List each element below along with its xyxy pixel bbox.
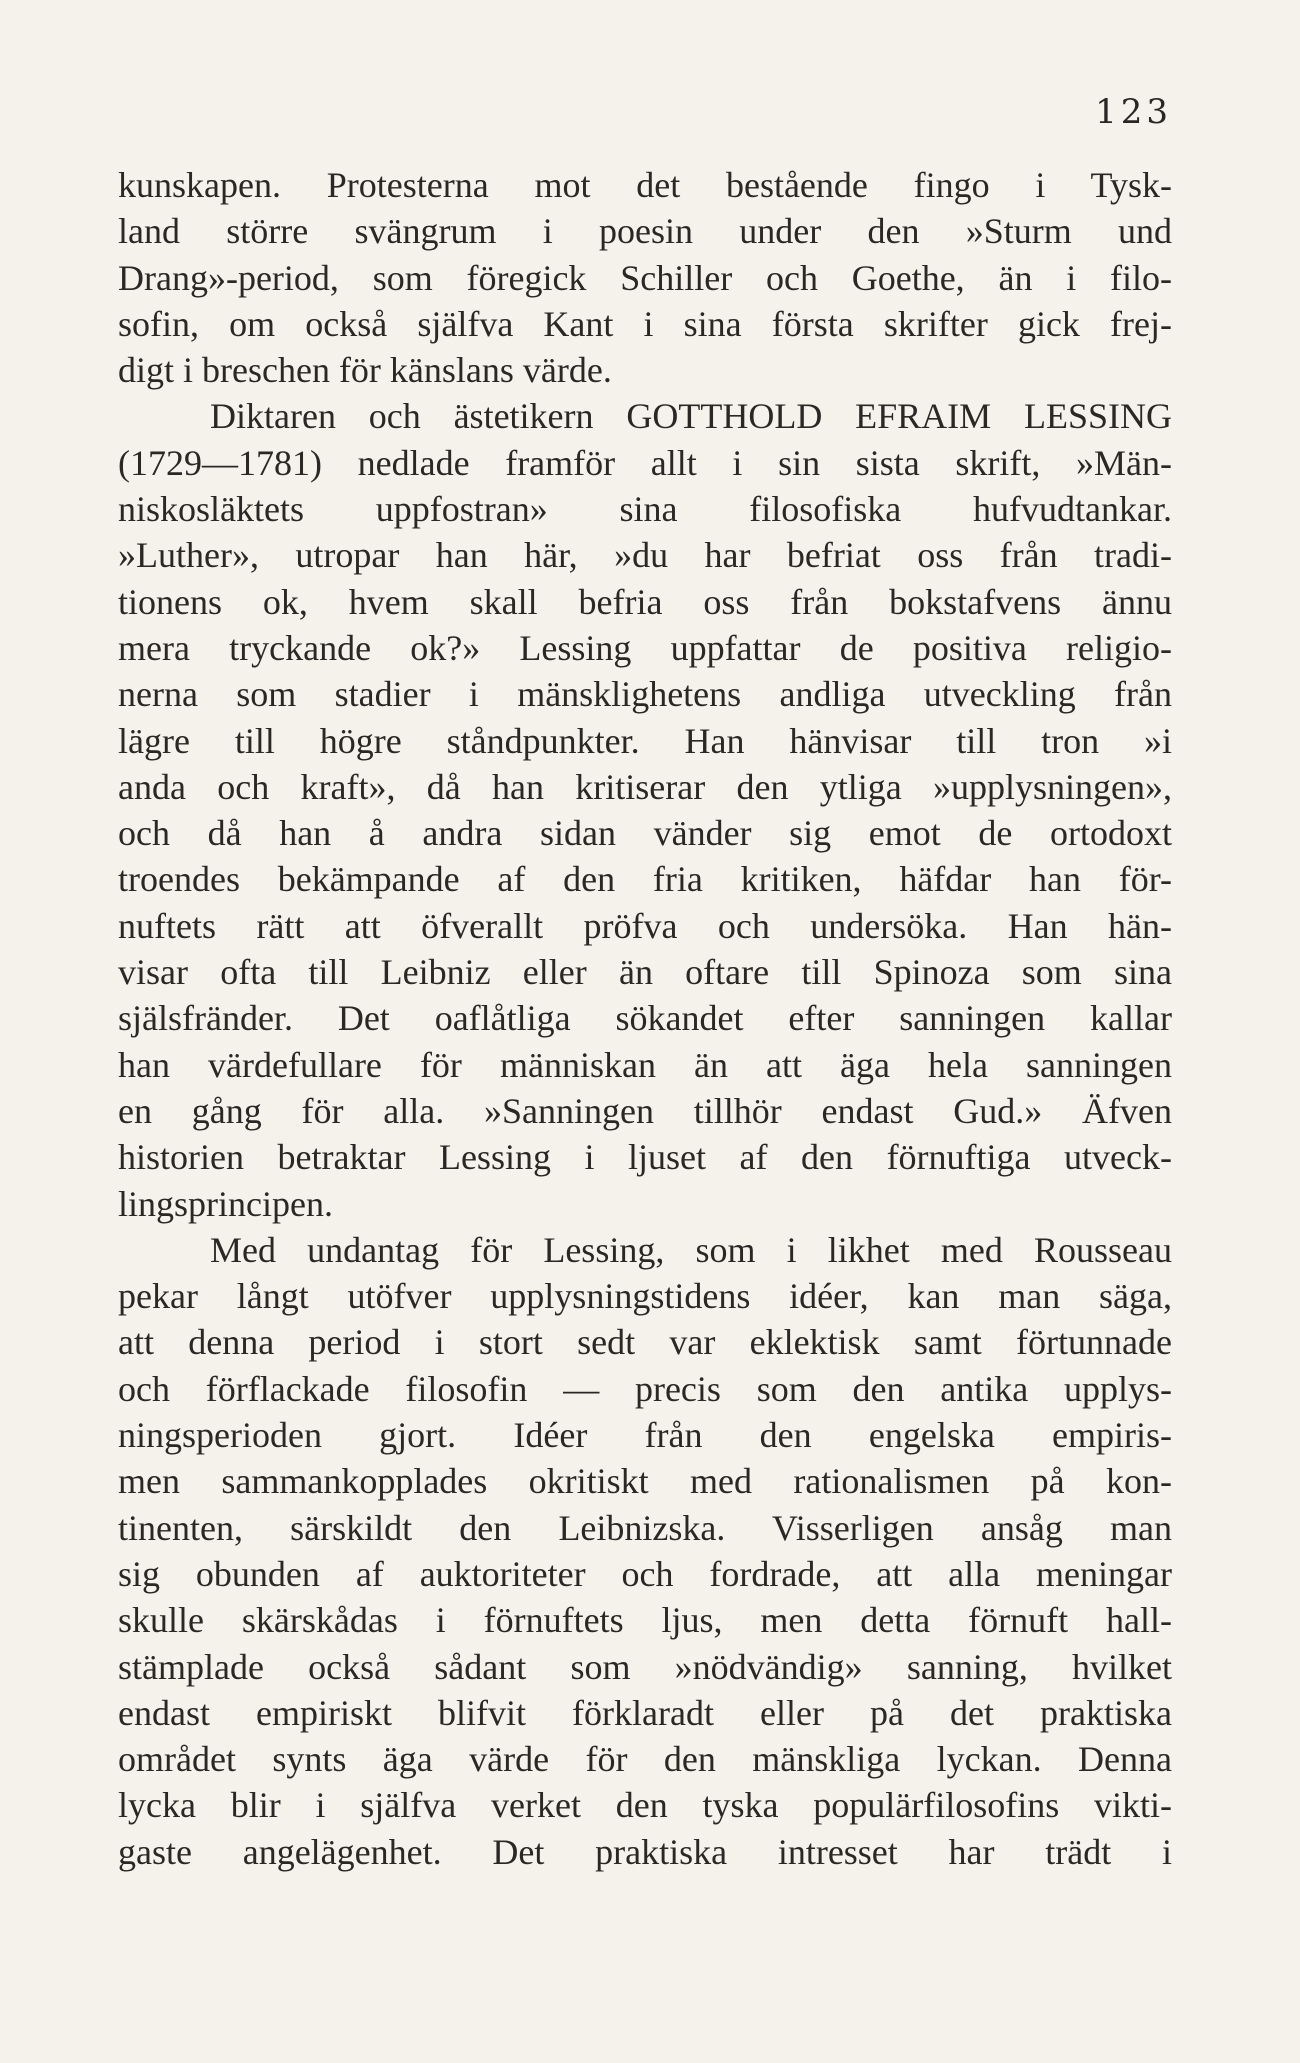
text-line: själsfränder. Det oaflåtliga sökandet efter sanningen kallar — [118, 998, 1172, 1039]
text-line: Drang»-period, som föregick Schiller och Goethe, än i filo- — [118, 257, 1172, 298]
text-line: lingsprincipen. — [118, 1183, 333, 1224]
text-line: kunskapen. Protesterna mot det bestående fingo i Tysk- — [118, 165, 1172, 205]
text-line: Med undantag för Lessing, som i likhet med Rousseau — [210, 1229, 1172, 1270]
text-line: området synts äga värde för den mänskliga lyckan. Denna — [118, 1739, 1172, 1780]
text-line: mera tryckande ok?» Lessing uppfattar de positiva religio- — [118, 627, 1172, 668]
text-line: nuftets rätt att öfverallt pröfva och undersöka. Han hän- — [118, 905, 1172, 946]
text-line: sofin, om också själfva Kant i sina första skrifter gick frej- — [118, 303, 1172, 344]
text-line: han värdefullare för människan än att äga hela sanningen — [118, 1044, 1172, 1085]
text-line: Diktaren och ästetikern GOTTHOLD EFRAIM LESSING — [210, 396, 1172, 437]
text-line: sig obunden af auktoriteter och fordrade, att alla meningar — [118, 1553, 1172, 1594]
text-line: lycka blir i själfva verket den tyska populärfilosofins vikti- — [118, 1785, 1172, 1826]
text-line: niskosläktets uppfostran» sina filosofiska hufvudtankar. — [118, 489, 1172, 530]
text-line: tinenten, särskildt den Leibnizska. Visserligen ansåg man — [118, 1507, 1172, 1548]
text-line: endast empiriskt blifvit förklaradt eller på det praktiska — [118, 1692, 1172, 1733]
text-line: pekar långt utöfver upplysningstidens idéer, kan man säga, — [118, 1276, 1172, 1317]
text-line: men sammankopplades okritiskt med rationalismen på kon- — [118, 1461, 1172, 1502]
text-line: anda och kraft», då han kritiserar den ytliga »upplysningen», — [118, 766, 1172, 807]
text-line: och förflackade filosofin — precis som den antika upplys- — [118, 1368, 1172, 1409]
text-line: visar ofta till Leibniz eller än oftare till Spinoza som sina — [118, 952, 1172, 993]
text-line: nerna som stadier i mänsklighetens andliga utveckling från — [118, 674, 1172, 715]
text-line: tionens ok, hvem skall befria oss från bokstafvens ännu — [118, 581, 1172, 622]
text-line: stämplade också sådant som »nödvändig» sanning, hvilket — [118, 1646, 1172, 1687]
text-line: gaste angelägenhet. Det praktiska intresset har trädt i — [118, 1831, 1172, 1872]
text-line: land större svängrum i poesin under den »Sturm und — [118, 211, 1172, 252]
page-number: 123 — [1095, 92, 1172, 132]
text-line: lägre till högre ståndpunkter. Han hänvisar till tron »i — [118, 720, 1172, 761]
text-line: ningsperioden gjort. Idéer från den engelska empiris- — [118, 1415, 1172, 1456]
body-text — [118, 162, 1172, 1875]
text-line: och då han å andra sidan vänder sig emot de ortodoxt — [118, 813, 1172, 854]
text-line: en gång för alla. »Sanningen tillhör endast Gud.» Äfven — [118, 1090, 1172, 1131]
text-line: att denna period i stort sedt var eklektisk samt förtunnade — [118, 1322, 1172, 1363]
text-line: digt i breschen för känslans värde. — [118, 350, 612, 391]
text-line: (1729—1781) nedlade framför allt i sin sista skrift, »Män- — [118, 442, 1172, 483]
text-line: troendes bekämpande af den fria kritiken, häfdar han för- — [118, 859, 1172, 900]
text-line: skulle skärskådas i förnuftets ljus, men detta förnuft hall- — [118, 1600, 1172, 1641]
text-line: historien betraktar Lessing i ljuset af den förnuftiga utveck- — [118, 1137, 1172, 1178]
text-line: »Luther», utropar han här, »du har befriat oss från tradi- — [118, 535, 1172, 576]
